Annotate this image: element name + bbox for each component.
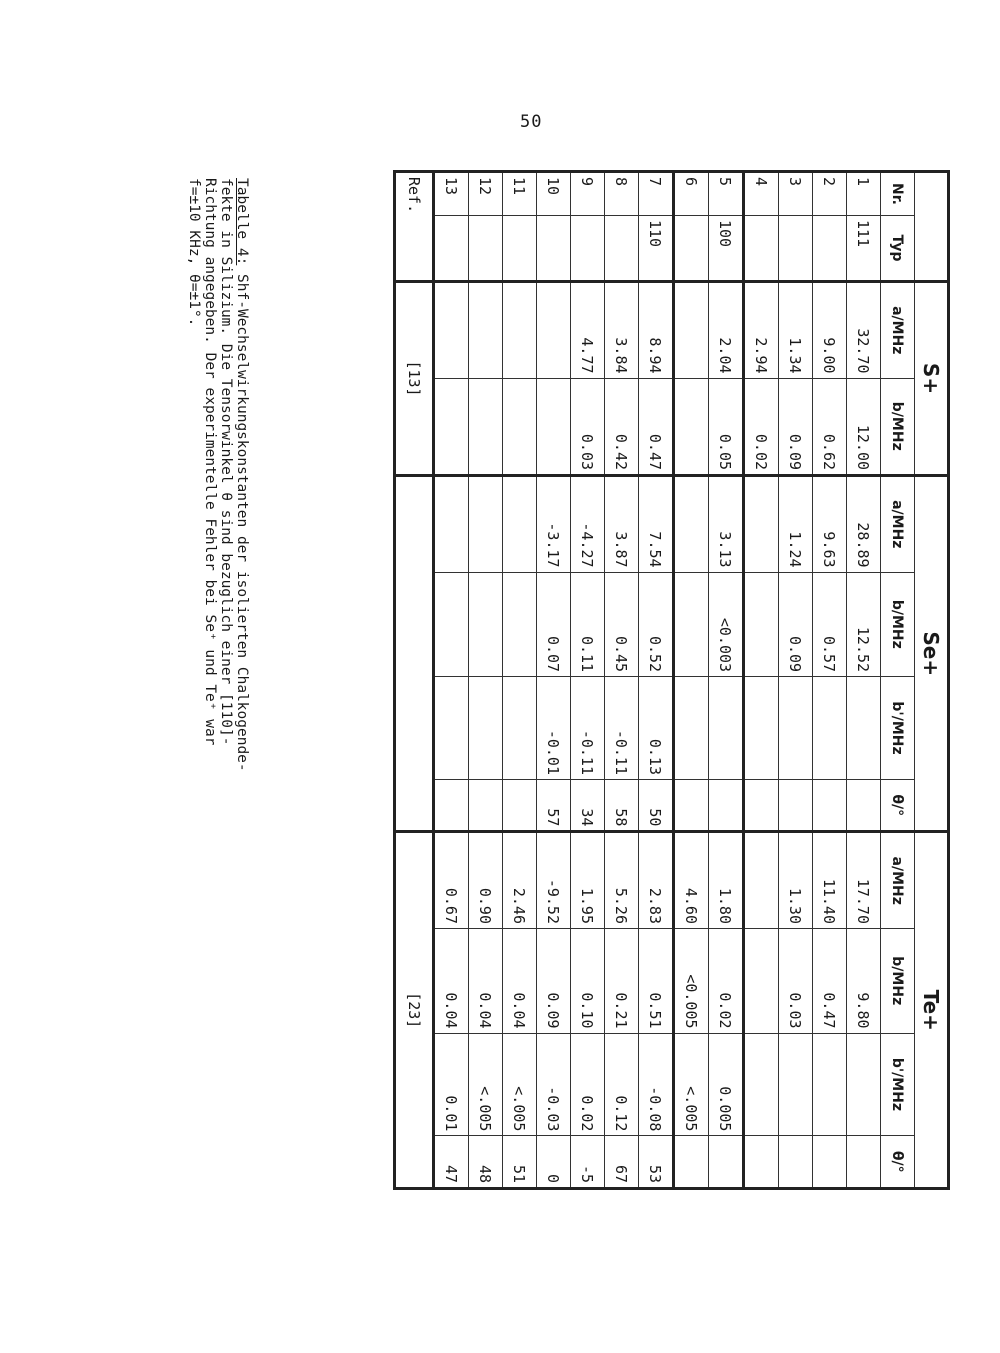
table-cell: 0.11 [571,572,605,677]
table-cell [744,216,779,282]
table-cell: 2.83 [639,832,674,929]
col-te-a: a/MHz [881,832,915,929]
table-cell: 48 [469,1136,503,1189]
table-cell: 2.94 [744,282,779,379]
table-cell [709,779,744,831]
table-cell: 2.04 [709,282,744,379]
table-cell: 8 [605,172,639,216]
group-header-s: S+ [915,282,949,476]
caption-title: Tabelle 4: [234,178,250,266]
table-cell: <.005 [674,1033,709,1136]
table-cell: -0.01 [537,677,571,780]
table-cell: 0.47 [813,929,847,1034]
table-cell: 0.09 [537,929,571,1034]
table-cell: 7 [639,172,674,216]
table-cell: 0.12 [605,1033,639,1136]
table-cell: 67 [605,1136,639,1189]
table-cell: 0.57 [813,572,847,677]
table-row [709,172,744,1189]
table-cell: -0.11 [605,677,639,780]
table-cell: 10 [537,172,571,216]
table-cell: 12 [469,172,503,216]
col-te-b: b/MHz [881,929,915,1034]
table-row [639,172,674,1189]
table-cell [674,216,709,282]
table-cell [503,779,537,831]
table-cell: 53 [639,1136,674,1189]
table-cell [469,216,503,282]
table-cell [744,779,779,831]
table-row [469,172,503,1189]
table-cell [434,572,469,677]
table-cell [744,677,779,780]
group-header-se: Se+ [915,476,949,832]
col-s-a: a/MHz [881,282,915,379]
col-typ: Typ [881,216,915,282]
table-cell [469,378,503,475]
table-cell [434,779,469,831]
table-cell: 0.09 [779,378,813,475]
table-cell: 1.24 [779,476,813,573]
table-cell: 32.70 [847,282,881,379]
table-cell [469,677,503,780]
table-row [674,172,709,1189]
table-cell: <.005 [469,1033,503,1136]
table-cell: 0.005 [709,1033,744,1136]
table-cell: 0.42 [605,378,639,475]
table-cell: 0.07 [537,572,571,677]
table-cell: 4.60 [674,832,709,929]
table-cell: 47 [434,1136,469,1189]
table-cell [571,216,605,282]
table-cell: <0.005 [674,929,709,1034]
table-cell: 0.67 [434,832,469,929]
table-cell: 0.04 [434,929,469,1034]
table-cell [503,572,537,677]
table-cell [744,929,779,1034]
col-se-a: a/MHz [881,476,915,573]
caption-line-2: fekte in Silizium. Die Tensorwinkel θ sind bezuglich einer [110]- [218,178,234,746]
table-cell [503,378,537,475]
table-cell [779,216,813,282]
caption-line-4: f=±10 KHz, θ=±1°. [186,178,202,327]
table-cell [674,572,709,677]
table-cell: 0.62 [813,378,847,475]
table-cell [847,677,881,780]
table-row [813,172,847,1189]
table-cell: 4 [744,172,779,216]
ref-se [395,476,434,832]
table-cell: 0.10 [571,929,605,1034]
table-cell: -4.27 [571,476,605,573]
table-cell [503,476,537,573]
table-cell: 12.00 [847,378,881,475]
table-cell [434,378,469,475]
col-te-bprime: b'/MHz [881,1033,915,1136]
table-cell: 9.80 [847,929,881,1034]
table-cell: 0.90 [469,832,503,929]
table-cell: 1.95 [571,832,605,929]
table-cell: 1 [847,172,881,216]
table-cell: 0.21 [605,929,639,1034]
table-cell: 0.04 [503,929,537,1034]
table-cell: 1.34 [779,282,813,379]
table-cell [709,1136,744,1189]
table-row [779,172,813,1189]
table-cell: 17.70 [847,832,881,929]
table-cell [469,779,503,831]
reference-row [395,172,434,1189]
table-cell [847,1033,881,1136]
table-cell: 1.80 [709,832,744,929]
table-cell: 3.87 [605,476,639,573]
table-cell: -0.08 [639,1033,674,1136]
table-cell: 34 [571,779,605,831]
table-cell: <.005 [503,1033,537,1136]
table-cell [813,1033,847,1136]
group-header-te: Te+ [915,832,949,1189]
table-cell: 9.63 [813,476,847,573]
table-cell: 6 [674,172,709,216]
ref-label: Ref. [395,172,434,282]
table-cell: 0.03 [571,378,605,475]
table-cell [674,677,709,780]
table-cell [744,1136,779,1189]
table-cell [674,282,709,379]
table-cell: 1.30 [779,832,813,929]
table-cell [503,677,537,780]
col-se-bprime: b'/MHz [881,677,915,780]
caption-line-3: Richtung angegeben. Der experimentelle Fehler bei Se⁺ und Te⁺ war [202,178,218,746]
table-cell [813,216,847,282]
table-cell: 0.45 [605,572,639,677]
table-cell [813,677,847,780]
table-cell: 9.00 [813,282,847,379]
table-cell [744,832,779,929]
table-cell [779,1136,813,1189]
table-cell: 58 [605,779,639,831]
group-header-row [915,172,949,1189]
table-cell: 0 [537,1136,571,1189]
table-cell [537,378,571,475]
table-row [503,172,537,1189]
table-cell [503,282,537,379]
table-cell: 0.04 [469,929,503,1034]
table-body [434,172,881,1189]
table-cell: 5.26 [605,832,639,929]
caption-line-1 [234,178,250,1178]
table-cell: 2 [813,172,847,216]
table-cell: -0.03 [537,1033,571,1136]
table-cell: 0.13 [639,677,674,780]
table-cell [469,572,503,677]
table-cell: 0.51 [639,929,674,1034]
table-cell: 3.84 [605,282,639,379]
table-cell: 0.02 [744,378,779,475]
table-cell [779,677,813,780]
rotated-table-page [100,170,950,1200]
table-row [605,172,639,1189]
table-cell [744,572,779,677]
table-cell [813,1136,847,1189]
table-cell [537,216,571,282]
table-cell: 3 [779,172,813,216]
table-row [744,172,779,1189]
table-cell: 2.46 [503,832,537,929]
table-cell: -0.11 [571,677,605,780]
table-cell: -9.52 [537,832,571,929]
table-cell [813,779,847,831]
table-cell [847,1136,881,1189]
col-te-theta: θ/° [881,1136,915,1189]
table-cell: 9 [571,172,605,216]
table-cell: 0.01 [434,1033,469,1136]
table-cell: 5 [709,172,744,216]
table-cell: 0.03 [779,929,813,1034]
table-cell [674,1136,709,1189]
table-cell: 11 [503,172,537,216]
table-cell: 8.94 [639,282,674,379]
column-header-row [881,172,915,1189]
table-cell [674,378,709,475]
table-cell: 0.02 [571,1033,605,1136]
col-nr: Nr. [881,172,915,216]
table-cell: 51 [503,1136,537,1189]
caption-text-1: Shf-Wechselwirkungskonstanten der isolierten Chalkogende- [234,274,250,772]
page-number: 50 [520,112,543,132]
table-cell: 100 [709,216,744,282]
table-cell [779,1033,813,1136]
table-cell [847,779,881,831]
ref-te: [23] [395,832,434,1189]
table-row [537,172,571,1189]
table-cell [434,677,469,780]
table-cell [744,476,779,573]
table-cell [605,216,639,282]
table-cell [469,282,503,379]
table-cell: 0.52 [639,572,674,677]
table-cell [537,282,571,379]
table-cell [434,476,469,573]
table-cell: 11.40 [813,832,847,929]
table-cell: <0.003 [709,572,744,677]
table-cell [503,216,537,282]
table-cell: 0.47 [639,378,674,475]
table-row [571,172,605,1189]
table-row [847,172,881,1189]
ref-s: [13] [395,282,434,476]
table-cell: 12.52 [847,572,881,677]
table-cell [744,1033,779,1136]
table-cell: 111 [847,216,881,282]
table-cell: 50 [639,779,674,831]
table-row [434,172,469,1189]
table-cell: 13 [434,172,469,216]
col-s-b: b/MHz [881,378,915,475]
table-cell: 57 [537,779,571,831]
table-cell: 7.54 [639,476,674,573]
table-caption [186,178,250,1178]
table-cell [779,779,813,831]
table-cell: 0.05 [709,378,744,475]
table-cell: 110 [639,216,674,282]
table-cell: 4.77 [571,282,605,379]
table-cell: 28.89 [847,476,881,573]
table-cell: 0.09 [779,572,813,677]
table-cell [674,779,709,831]
col-se-theta: θ/° [881,779,915,831]
table-cell [434,216,469,282]
table-cell [469,476,503,573]
table-cell: -5 [571,1136,605,1189]
table-cell [434,282,469,379]
table-cell [674,476,709,573]
table-cell [709,677,744,780]
table-cell: -3.17 [537,476,571,573]
table-cell: 3.13 [709,476,744,573]
table-cell: 0.02 [709,929,744,1034]
hyperfine-table [393,170,950,1190]
col-se-b: b/MHz [881,572,915,677]
corner-header [915,172,949,282]
